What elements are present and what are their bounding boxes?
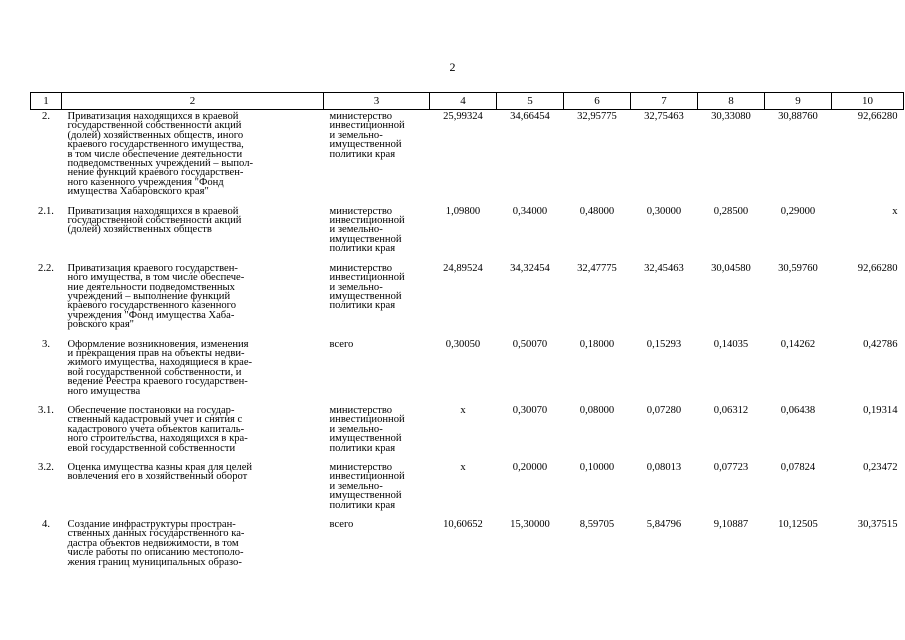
measure-name-line: вой государственной собственности, и	[67, 366, 242, 378]
value-cell: х	[460, 404, 466, 416]
executor-line: имущественной	[329, 433, 402, 445]
executor-line: имущественной	[329, 139, 402, 151]
header-cell: 6	[564, 93, 631, 110]
value-cell: 8,59705	[579, 519, 615, 531]
measure-name-line: государственной собственности акций	[67, 215, 242, 227]
measure-name-line: имущества Хабаровского края"	[67, 186, 209, 198]
measure-name-line: Приватизация находящихся в краевой	[67, 111, 239, 122]
page-number: 2	[449, 60, 456, 74]
value-cell: 0,18000	[579, 338, 615, 350]
value-cell: 0,15293	[646, 338, 682, 350]
row-number: 2.	[42, 111, 50, 122]
executor-line: инвестиционной	[329, 215, 405, 227]
value-cell: 0,14035	[713, 338, 749, 350]
value-cell: 0,06438	[780, 404, 816, 416]
measure-name	[62, 110, 324, 205]
measure-name-line: краевого государственного казенного	[67, 300, 237, 312]
table-row	[31, 338, 904, 404]
measure-name-line: ного строительства, находящихся в кра-	[67, 433, 248, 445]
measure-name-line: подведомственных учреждений – выпол-	[67, 158, 254, 170]
executor	[324, 518, 430, 575]
value-cell: 34,32454	[510, 262, 550, 274]
executor-line: политики края	[329, 499, 396, 511]
measure-name-line: нение функций краевого государствен-	[67, 167, 244, 179]
value-cell: 0,07824	[780, 462, 816, 473]
row-number: 2.2.	[38, 262, 54, 274]
measure-name-line: Оформление возникновения, изменения	[67, 338, 249, 350]
measure-name-line: ного имущества, в том числе обеспече-	[67, 272, 245, 284]
value-cell: 15,30000	[510, 519, 550, 531]
executor	[324, 205, 430, 262]
value-cell: 30,04580	[711, 262, 751, 274]
value-cell: 32,75463	[644, 111, 684, 122]
table-row	[31, 205, 904, 262]
executor-line: политики края	[329, 442, 396, 454]
value-cell: 0,30050	[445, 338, 481, 350]
measure-name-line: кадастрового учета объектов капиталь-	[67, 423, 245, 435]
measure-name-line: числе работы по описанию местополо-	[67, 547, 244, 559]
header-cell: 2	[62, 93, 324, 110]
value-cell: 0,14262	[780, 338, 816, 350]
value-cell: 0,20000	[512, 462, 548, 473]
executor-line: и земельно-	[329, 281, 383, 293]
measure-name-line: вовлечения его в хозяйственный оборот	[67, 471, 248, 483]
measure-name-line: ведение Реестра краевого государствен-	[67, 376, 248, 388]
value-cell: 10,60652	[443, 519, 483, 531]
measure-name-line: ственный кадастровый учет и снятия с	[67, 414, 243, 426]
table-row	[31, 518, 904, 575]
executor-line: политики края	[329, 243, 396, 255]
value-cell: 30,59760	[778, 262, 818, 274]
executor-line: политики края	[329, 148, 396, 160]
value-cell: 0,08000	[579, 404, 615, 416]
row-number: 4.	[42, 519, 50, 531]
executor-line: политики края	[329, 300, 396, 312]
executor-line: всего	[329, 338, 354, 350]
executor-line: всего	[329, 519, 354, 531]
value-cell: 24,89524	[443, 262, 483, 274]
value-cell: 0,34000	[512, 205, 548, 217]
measure-name-line: государственной собственности акций	[67, 120, 242, 132]
executor-line: инвестиционной	[329, 272, 405, 284]
value-cell: 0,07280	[646, 404, 682, 416]
value-cell: 0,06312	[713, 404, 749, 416]
value-cell: 0,42786	[863, 338, 898, 350]
value-cell: 0,28500	[713, 205, 749, 217]
executor-line: и земельно-	[329, 480, 383, 492]
executor	[324, 338, 430, 404]
measure-name-line: Оценка имущества казны края для целей	[67, 462, 253, 473]
measure-name-line: (долей) хозяйственных обществ, иного	[67, 129, 244, 141]
value-cell: 92,66280	[857, 262, 898, 274]
value-cell: 0,08013	[646, 462, 682, 473]
value-cell: х	[460, 462, 466, 473]
value-cell: 92,66280	[857, 111, 898, 122]
measure-name-line: ного казенного учреждения "Фонд	[67, 176, 224, 188]
measure-name-line: ние деятельности подведомственных	[67, 281, 235, 293]
header-cell: 9	[765, 93, 832, 110]
value-cell: 34,66454	[510, 111, 550, 122]
executor-line: имущественной	[329, 233, 402, 245]
executor-line: министерство	[329, 262, 393, 274]
value-cell: х	[892, 205, 898, 217]
measure-name	[62, 262, 324, 338]
executor-line: министерство	[329, 462, 393, 473]
executor-line: инвестиционной	[329, 414, 405, 426]
value-cell: 30,33080	[711, 111, 751, 122]
measure-name	[62, 461, 324, 518]
value-cell: 5,84796	[646, 519, 682, 531]
executor-line: и земельно-	[329, 129, 383, 141]
executor-line: инвестиционной	[329, 471, 405, 483]
measure-name-line: Создание инфраструктуры простран-	[67, 519, 236, 531]
header-cell: 7	[631, 93, 698, 110]
measure-name-line: жения границ муниципальных образо-	[67, 556, 242, 568]
value-cell: 0,19314	[863, 404, 898, 416]
table-row	[31, 262, 904, 338]
measure-name-line: ного имущества	[67, 385, 141, 397]
header-cell: 3	[324, 93, 430, 110]
value-cell: 0,30070	[512, 404, 548, 416]
executor-line: инвестиционной	[329, 120, 405, 132]
measure-name-line: ровского края"	[67, 319, 135, 331]
value-cell: 0,50070	[512, 338, 548, 350]
table-row	[31, 461, 904, 518]
table-header-row	[31, 93, 904, 110]
measure-name-line: и прекращения прав на объекты недви-	[67, 347, 245, 359]
budget-table	[30, 92, 904, 575]
measure-name-line: учреждения "Фонд имущества Хаба-	[67, 309, 235, 321]
value-cell: 32,47775	[577, 262, 617, 274]
executor-line: имущественной	[329, 490, 402, 502]
executor-line: министерство	[329, 111, 393, 122]
executor	[324, 461, 430, 518]
header-cell: 5	[497, 93, 564, 110]
measure-name-line: жимого имущества, находящиеся в крае-	[67, 357, 253, 369]
executor	[324, 262, 430, 338]
row-number: 3.1.	[38, 404, 54, 416]
executor-line: и земельно-	[329, 224, 383, 236]
measure-name-line: Приватизация находящихся в краевой	[67, 205, 239, 217]
value-cell: 10,12505	[778, 519, 818, 531]
measure-name-line: евой государственной собственности	[67, 442, 236, 454]
measure-name-line: ственных данных государственного ка-	[67, 528, 245, 540]
value-cell: 32,95775	[577, 111, 617, 122]
header-cell: 1	[31, 93, 62, 110]
value-cell: 0,48000	[579, 205, 615, 217]
value-cell: 25,99324	[443, 111, 483, 122]
measure-name-line: Обеспечение постановки на государ-	[67, 404, 235, 416]
value-cell: 0,29000	[780, 205, 816, 217]
measure-name	[62, 518, 324, 575]
table-row	[31, 404, 904, 461]
executor-line: и земельно-	[329, 423, 383, 435]
executor	[324, 404, 430, 461]
executor-line: министерство	[329, 205, 393, 217]
executor-line: имущественной	[329, 290, 402, 302]
executor-line: министерство	[329, 404, 393, 416]
executor	[324, 110, 430, 205]
value-cell: 0,10000	[579, 462, 615, 473]
header-cell: 4	[430, 93, 497, 110]
measure-name-line: Приватизация краевого государствен-	[67, 262, 238, 274]
value-cell: 30,88760	[778, 111, 818, 122]
value-cell: 0,23472	[863, 462, 898, 473]
measure-name-line: краевого государственного имущества,	[67, 139, 244, 151]
measure-name	[62, 404, 324, 461]
measure-name-line: учреждений – выполнение функций	[67, 290, 231, 302]
header-cell: 8	[698, 93, 765, 110]
measure-name	[62, 338, 324, 404]
value-cell: 32,45463	[644, 262, 684, 274]
row-number: 3.2.	[38, 462, 54, 473]
measure-name-line: в том числе обеспечение деятельности	[67, 148, 243, 160]
row-number: 3.	[42, 338, 50, 350]
measure-name	[62, 205, 324, 262]
row-number: 2.1.	[38, 205, 54, 217]
table-row	[31, 110, 904, 205]
value-cell: 0,30000	[646, 205, 682, 217]
measure-name-line: дастра объектов недвижимости, в том	[67, 537, 239, 549]
measure-name-line: (долей) хозяйственных обществ	[67, 224, 212, 236]
value-cell: 9,10887	[713, 519, 749, 531]
value-cell: 0,07723	[713, 462, 749, 473]
value-cell: 30,37515	[857, 519, 898, 531]
value-cell: 1,09800	[445, 205, 481, 217]
header-cell: 10	[832, 93, 904, 110]
